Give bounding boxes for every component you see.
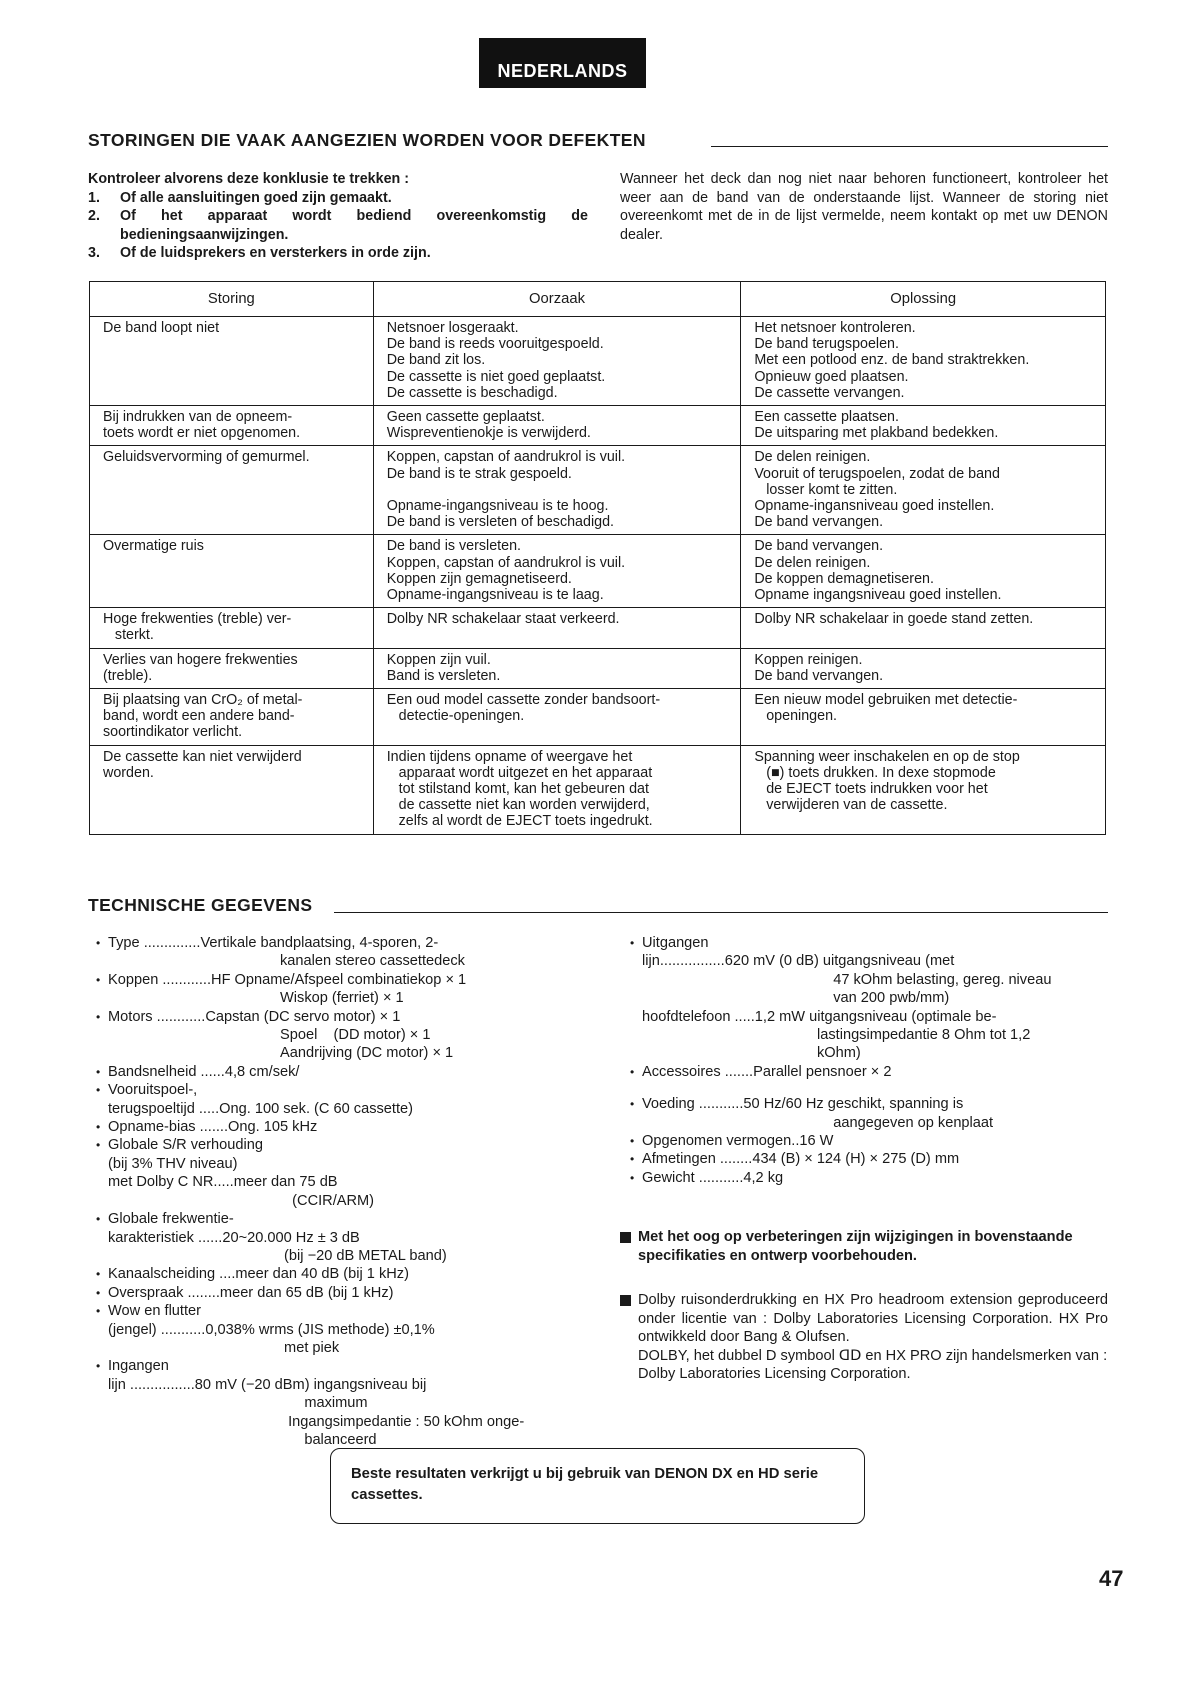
spec-label: Globale S/R verhouding <box>108 1137 263 1154</box>
spec-label: Type .............. <box>108 935 201 951</box>
spec-label: Motors ............ <box>108 1008 206 1025</box>
spec-label: Bandsnelheid ...... <box>108 1063 225 1080</box>
table-cell-cause: Koppen zijn vuil. Band is versleten. <box>373 648 741 688</box>
square-bullet-icon <box>620 1295 631 1306</box>
table-cell-problem: De cassette kan niet verwijderd worden. <box>90 745 374 834</box>
specs-title: TECHNISCHE GEGEVENS <box>88 895 313 915</box>
check-item: 1. Of alle aansluitingen goed zijn gemaakt. <box>88 189 392 206</box>
spec-value: 1,2 mW uitgangsniveau (optimale be- <box>754 1008 997 1025</box>
table-row <box>90 446 1106 535</box>
spec-label: Accessoires ....... <box>642 1063 754 1080</box>
spec-value: 4,8 cm/sek/ <box>224 1063 300 1080</box>
table-row <box>90 689 1106 746</box>
notice-dolby: Dolby ruisonderdrukking en HX Pro headroom extension geproduceerd onder licentie van : Dolby Laboratories Licensing Corporation. HX Pro ontwikkeld door Bang & Olufsen. DOLBY, het dubbel D symbool ᗡᗞ en HX PRO zijn handelsmerken van : Dolby Laboratories Licensing Corporation. <box>620 1291 1108 1384</box>
spec-value: Ong. 105 kHz <box>228 1119 318 1136</box>
spec-item <box>92 934 592 971</box>
spec-value: meer dan 40 dB (bij 1 kHz) <box>235 1266 409 1283</box>
spec-value: meer dan 65 dB (bij 1 kHz) <box>219 1284 394 1301</box>
table-cell-problem: Bij indrukken van de opneem- toets wordt er niet opgenomen. <box>90 406 374 446</box>
troubleshooting-title: STORINGEN DIE VAAK AANGEZIEN WORDEN VOOR DEFEKTEN <box>88 130 646 150</box>
table-row <box>90 406 1106 446</box>
spec-label: Uitgangen <box>642 935 709 951</box>
spec-label: (bij 3% THV niveau) <box>108 1155 238 1172</box>
table-cell-solution: Spanning weer inschakelen en op de stop (■) toets drukken. In dexe stopmode de EJECT toets indrukken voor het verwijderen van de cassette. <box>741 745 1106 834</box>
spec-label: Overspraak ........ <box>108 1284 220 1301</box>
header-oplossing: Oplossing <box>741 282 1106 317</box>
spec-value: (CCIR/ARM) <box>280 1192 375 1209</box>
spec-value: balanceerd <box>280 1431 377 1448</box>
table-row <box>90 608 1106 648</box>
specs-title-rule <box>334 912 1108 913</box>
table-cell-problem: Geluidsvervorming of gemurmel. <box>90 446 374 535</box>
table-row <box>90 535 1106 608</box>
spec-value: 20~20.000 Hz ± 3 dB <box>222 1229 360 1246</box>
spec-item <box>92 1265 592 1283</box>
spec-item <box>92 1210 592 1228</box>
table-cell-problem: Overmatige ruis <box>90 535 374 608</box>
spec-item <box>92 1376 592 1450</box>
spec-label: Voeding ........... <box>642 1096 744 1113</box>
table-cell-solution: De delen reinigen. Vooruit of terugspoelen, zodat de band losser komt te zitten. Opname-ingansniveau goed instellen. De band vervangen. <box>741 446 1106 535</box>
spec-item <box>92 1284 592 1302</box>
table-cell-problem: Hoge frekwenties (treble) ver- sterkt. <box>90 608 374 648</box>
spec-label: Koppen ............ <box>108 971 212 988</box>
spec-value: 4,2 kg <box>743 1169 784 1186</box>
spec-item <box>92 1173 592 1210</box>
table-cell-cause: Dolby NR schakelaar staat verkeerd. <box>373 608 741 648</box>
spec-label: Vooruitspoel-, <box>108 1082 198 1099</box>
spec-value: Capstan (DC servo motor) × 1 <box>205 1008 401 1025</box>
spec-value: lastingsimpedantie 8 Ohm tot 1,2 <box>817 1027 1031 1044</box>
spec-value: met piek <box>280 1339 340 1356</box>
specs-left-column <box>92 934 592 1449</box>
spec-item <box>626 1063 1108 1081</box>
table-cell-solution: Koppen reinigen. De band vervangen. <box>741 648 1106 688</box>
spec-item <box>92 1302 592 1320</box>
spec-item <box>626 1150 1108 1168</box>
spec-value: 80 mV (−20 dBm) ingangsniveau bij <box>194 1376 427 1393</box>
spec-label: Kanaalscheiding .... <box>108 1266 236 1283</box>
advice-text: Wanneer het deck dan nog niet naar behoren functioneert, kontroleer het weer aan de band van de onderstaande lijst. Wanneer de storing niet overeenkomt met de in de lijst vermelde, neem kontakt op met uw DENON dealer. <box>620 171 1108 243</box>
spec-item <box>92 1229 592 1266</box>
table-cell-cause: Een oud model cassette zonder bandsoort- detectie-openingen. <box>373 689 741 746</box>
spec-value: 620 mV (0 dB) uitgangsniveau (met <box>724 953 955 970</box>
spec-item <box>92 971 592 1008</box>
table-cell-problem: Verlies van hogere frekwenties (treble). <box>90 648 374 688</box>
spec-value: Vertikale bandplaatsing, 4-sporen, 2- <box>200 935 439 951</box>
spec-value: Wiskop (ferriet) × 1 <box>280 990 404 1007</box>
spec-item <box>626 1008 1108 1063</box>
spec-item <box>92 1136 592 1154</box>
best-results-box: Beste resultaten verkrijgt u bij gebruik van DENON DX en HD serie cassettes. <box>330 1448 865 1524</box>
spec-item <box>92 1118 592 1136</box>
spec-label: lijn................ <box>642 953 725 970</box>
spec-label: Opname-bias ....... <box>108 1119 229 1136</box>
troubleshooting-table <box>89 281 1106 835</box>
spec-item <box>626 952 1108 1007</box>
spec-item <box>92 1321 592 1358</box>
language-tab: NEDERLANDS <box>479 38 646 88</box>
spec-item <box>92 1357 592 1375</box>
spec-item <box>92 1100 592 1118</box>
spec-value: kanalen stereo cassettedeck <box>280 953 465 970</box>
spec-item <box>626 1095 1108 1132</box>
header-storing: Storing <box>90 282 374 317</box>
spec-item <box>92 1155 592 1173</box>
spec-label: lijn ................ <box>108 1376 195 1393</box>
table-cell-problem: Bij plaatsing van CrO₂ of metal- band, wordt een andere band- soortindikator verlicht. <box>90 689 374 746</box>
spec-label: Gewicht ........... <box>642 1169 744 1186</box>
spec-label: Ingangen <box>108 1358 169 1375</box>
spec-value: 434 (B) × 124 (H) × 275 (D) mm <box>752 1151 960 1168</box>
spec-item <box>626 934 1108 952</box>
header-oorzaak: Oorzaak <box>373 282 741 317</box>
spec-label: (jengel) ........... <box>108 1321 206 1338</box>
spec-label: terugspoeltijd ..... <box>108 1100 220 1117</box>
table-row <box>90 648 1106 688</box>
table-row <box>90 745 1106 834</box>
spec-value: 50 Hz/60 Hz geschikt, spanning is <box>743 1096 964 1113</box>
spec-label: Opgenomen vermogen.. <box>642 1133 800 1150</box>
spec-value: met Dolby C NR.....meer dan 75 dB <box>108 1174 338 1191</box>
title-rule <box>711 146 1108 147</box>
spec-value: maximum <box>280 1395 368 1412</box>
spec-value: (bij −20 dB METAL band) <box>280 1247 447 1264</box>
spec-value: 16 W <box>799 1133 834 1150</box>
check-intro: Kontroleer alvorens deze konklusie te trekken : <box>88 171 409 187</box>
table-cell-solution: Het netsnoer kontroleren. De band terugspoelen. Met een potlood enz. de band straktrekken. Opnieuw goed plaatsen. De cassette vervangen. <box>741 317 1106 406</box>
spec-value: 47 kOhm belasting, gereg. niveau <box>817 971 1052 988</box>
table-cell-cause: Geen cassette geplaatst. Wispreventienokje is verwijderd. <box>373 406 741 446</box>
table-cell-cause: Netsnoer losgeraakt. De band is reeds vooruitgespoeld. De band zit los. De cassette is niet goed geplaatst. De cassette is beschadigd. <box>373 317 741 406</box>
specs-right-column <box>626 934 1108 1187</box>
spec-item <box>92 1008 592 1063</box>
spec-label: Globale frekwentie- <box>108 1211 234 1228</box>
table-cell-solution: Een nieuw model gebruiken met detectie- openingen. <box>741 689 1106 746</box>
spec-label: hoofdtelefoon ..... <box>642 1008 755 1025</box>
spec-item <box>92 1063 592 1081</box>
page-number: 47 <box>1099 1566 1124 1591</box>
table-cell-solution: Een cassette plaatsen. De uitsparing met plakband bedekken. <box>741 406 1106 446</box>
spec-value: Aandrijving (DC motor) × 1 <box>280 1045 454 1062</box>
table-cell-solution: De band vervangen. De delen reinigen. De koppen demagnetiseren. Opname ingangsniveau goed instellen. <box>741 535 1106 608</box>
table-cell-cause: Indien tijdens opname of weergave het apparaat wordt uitgezet en het apparaat tot stilstand komt, kan het gebeuren dat de cassette niet kan worden verwijderd, zelfs al wordt de EJECT toets ingedrukt. <box>373 745 741 834</box>
table-cell-cause: De band is versleten. Koppen, capstan of aandrukrol is vuil. Koppen zijn gemagnetiseerd. Opname-ingangsniveau is te laag. <box>373 535 741 608</box>
table-cell-solution: Dolby NR schakelaar in goede stand zetten. <box>741 608 1106 648</box>
spec-value: Spoel (DD motor) × 1 <box>280 1027 431 1044</box>
table-header <box>90 282 1106 317</box>
check-item: 2. Of het apparaat wordt bediend overeenkomstig de bedieningsaanwijzingen. <box>88 208 588 243</box>
spec-item <box>626 1169 1108 1187</box>
spec-label: Afmetingen ........ <box>642 1151 753 1168</box>
spec-item <box>626 1132 1108 1150</box>
spec-value: HF Opname/Afspeel combinatiekop × 1 <box>211 971 467 988</box>
spec-value: Ingangsimpedantie : 50 kOhm onge- <box>280 1413 525 1430</box>
table-cell-cause: Koppen, capstan of aandrukrol is vuil. De band is te strak gespoeld. Opname-ingangsniveau is te hoog. De band is versleten of beschadigd. <box>373 446 741 535</box>
table-cell-problem: De band loopt niet <box>90 317 374 406</box>
spec-value: aangegeven op kenplaat <box>817 1114 994 1131</box>
spec-value: 0,038% wrms (JIS methode) ±0,1% <box>205 1321 435 1338</box>
spec-value: Parallel pensnoer × 2 <box>753 1063 892 1080</box>
spec-label: karakteristiek ...... <box>108 1229 223 1246</box>
spec-value: Ong. 100 sek. (C 60 cassette) <box>219 1100 414 1117</box>
spec-value: kOhm) <box>817 1045 861 1062</box>
check-item: 3. Of de luidsprekers en versterkers in orde zijn. <box>88 245 431 261</box>
notice-improvements: Met het oog op verbeteringen zijn wijzigingen in bovenstaande specifikaties en ontwerp voorbehouden. <box>620 1228 1108 1265</box>
table-row <box>90 317 1106 406</box>
spec-value: van 200 pwb/mm) <box>817 990 950 1007</box>
check-list <box>88 170 588 263</box>
spec-label: Wow en flutter <box>108 1303 202 1320</box>
spec-item <box>92 1081 592 1099</box>
square-bullet-icon <box>620 1232 631 1243</box>
